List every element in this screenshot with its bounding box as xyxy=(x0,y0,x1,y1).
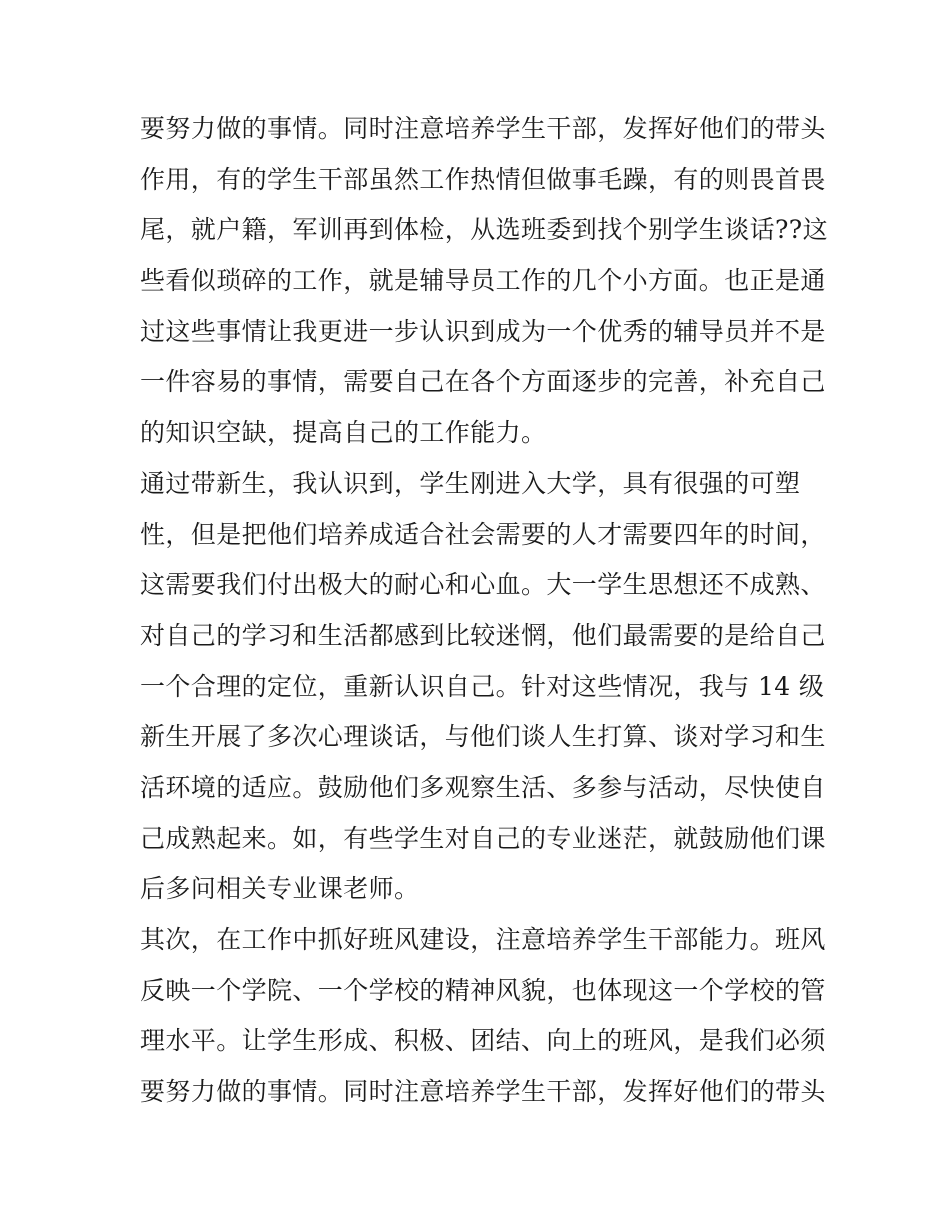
text-line: 通过带新生，我认识到，学生刚进入大学，具有很强的可塑 xyxy=(140,468,801,498)
text-line: 后多问相关专业课老师。 xyxy=(140,874,420,904)
text-line: 要努力做的事情。同时注意培养学生干部，发挥好他们的带头 xyxy=(140,114,826,143)
text-line: 作用，有的学生干部虽然工作热情但做事毛躁，有的则畏首畏 xyxy=(140,164,826,194)
text-line: 新生开展了多次心理谈话，与他们谈人生打算、谈对学习和生 xyxy=(140,722,826,752)
text-line: 其次，在工作中抓好班风建设，注意培养学生干部能力。班风 xyxy=(140,925,826,954)
text-line: 一个合理的定位，重新认识自己。针对这些情况，我与 14 级 xyxy=(140,671,825,701)
text-line: 些看似琐碎的工作，就是辅导员工作的几个小方面。也正是通 xyxy=(140,266,826,296)
text-line: 己成熟起来。如，有些学生对自己的专业迷茫，就鼓励他们课 xyxy=(140,823,826,853)
text-line: 这需要我们付出极大的耐心和心血。大一学生思想还不成熟、 xyxy=(140,570,826,600)
text-line: 性，但是把他们培养成适合社会需要的人才需要四年的时间， xyxy=(140,519,826,549)
text-line: 反映一个学院、一个学校的精神风貌，也体现这一个学校的管 xyxy=(140,975,826,1005)
text-line: 理水平。让学生形成、积极、团结、向上的班风，是我们必须 xyxy=(140,1026,826,1056)
text-line: 一件容易的事情，需要自己在各个方面逐步的完善，补充自己 xyxy=(140,367,826,397)
text-line: 活环境的适应。鼓励他们多观察生活、多参与活动，尽快使自 xyxy=(140,772,826,802)
text-line: 对自己的学习和生活都感到比较迷惘，他们最需要的是给自己 xyxy=(140,620,826,650)
body-text xyxy=(140,104,829,1118)
text-line: 尾，就户籍，军训再到体检，从选班委到找个别学生谈话??这 xyxy=(140,215,829,245)
text-line: 的知识空缺，提高自己的工作能力。 xyxy=(140,418,547,448)
text-line: 过这些事情让我更进一步认识到成为一个优秀的辅导员并不是 xyxy=(140,316,826,346)
text-line: 要努力做的事情。同时注意培养学生干部，发挥好他们的带头 xyxy=(140,1077,826,1107)
